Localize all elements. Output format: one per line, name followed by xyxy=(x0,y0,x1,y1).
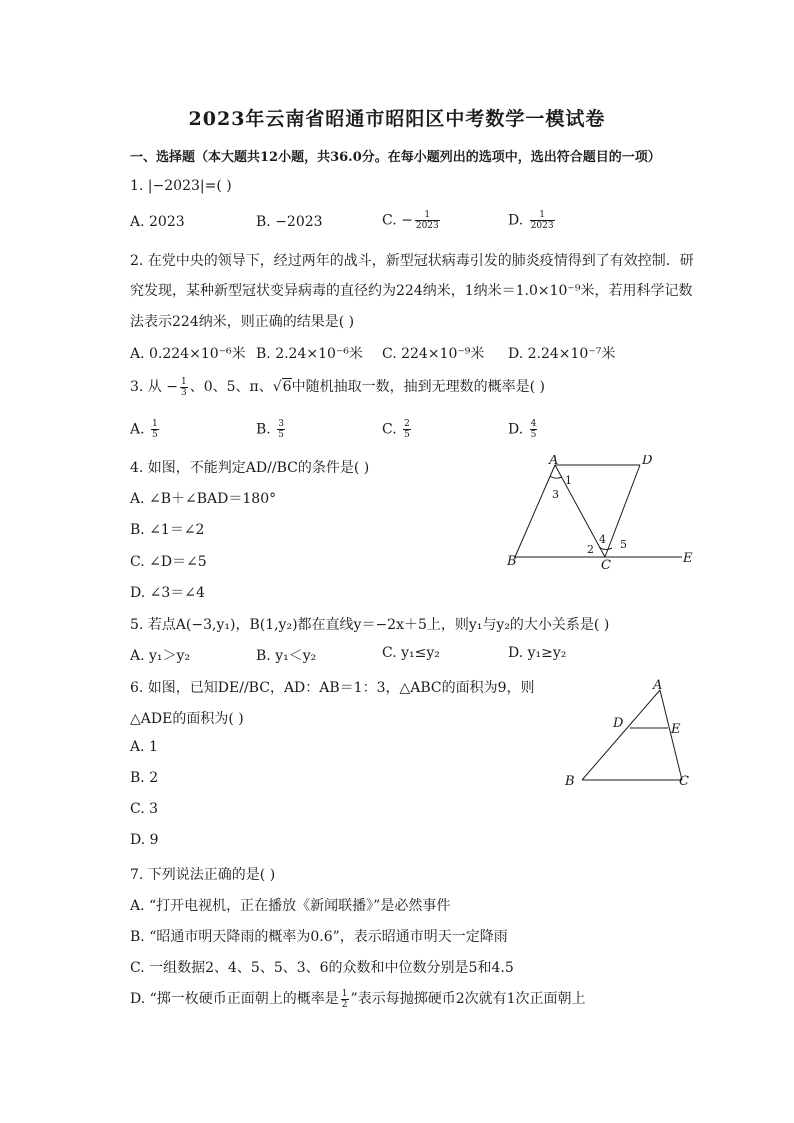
segment-ab xyxy=(515,465,555,557)
q1-option-c: C. − $\frac{1}{2023}$ xyxy=(382,210,439,231)
q3-option-d: D. $\frac{4}{5}$ xyxy=(508,419,537,440)
label-c: C xyxy=(601,558,611,573)
q3-option-c: C. $\frac{2}{5}$ xyxy=(382,419,410,440)
label-d: D xyxy=(642,455,653,468)
q7-option-b: B. “昭通市明天降雨的概率为0.6”，表示昭通市明天一定降雨 xyxy=(130,929,508,945)
q7-option-a: A. “打开电视机，正在播放《新闻联播》”是必然事件 xyxy=(130,898,451,914)
q6-line-2: △ADE的面积为( ) xyxy=(130,711,244,727)
q1-stem: 1. |−2023|=( ) xyxy=(130,178,232,194)
label-e: E xyxy=(683,551,693,566)
q2-option-c: C. 224×10⁻⁹米 xyxy=(382,346,485,362)
q4-stem: 4. 如图，不能判定AD//BC的条件是( ) xyxy=(130,460,370,476)
q6-figure xyxy=(560,676,700,792)
q7-stem: 7. 下列说法正确的是( ) xyxy=(130,867,276,883)
label-angle-3: 3 xyxy=(552,488,559,501)
q5-option-a: A. y₁＞y₂ xyxy=(130,648,191,664)
q2-line-2: 究发现，某种新型冠状变异病毒的直径约为224纳米，1纳米＝1.0×10⁻⁹米，若用科学记数 xyxy=(130,283,693,299)
q4-option-b: B. ∠1＝∠2 xyxy=(130,522,205,538)
q3-option-b: B. $\frac{3}{5}$ xyxy=(256,419,284,440)
label-a: A xyxy=(653,678,663,693)
q6-option-a: A. 1 xyxy=(130,739,158,755)
q7-option-d: D. “掷一枚硬币正面朝上的概率是 $\frac{1}{2}$ ”表示每抛掷硬币2次就有1次正面朝上 xyxy=(130,988,586,1010)
q1-option-d: D. $\frac{1}{2023}$ xyxy=(508,210,554,231)
q2-option-a: A. 0.224×10⁻⁶米 xyxy=(130,346,246,362)
q2-option-b: B. 2.24×10⁻⁶米 xyxy=(256,346,363,362)
section-heading: 一、选择题（本大题共12小题，共36.0分。在每小题列出的选项中，选出符合题目的一项） xyxy=(130,150,661,165)
q5-option-d: D. y₁≥y₂ xyxy=(508,645,567,661)
q6-option-c: C. 3 xyxy=(130,801,159,817)
label-angle-1: 1 xyxy=(565,474,572,487)
q4-option-d: D. ∠3＝∠4 xyxy=(130,585,205,601)
q3-stem: 3. 从 − $\frac{1}{3}$ 、0、5、π、√6中随机抽取一数，抽到无理数的概率是( ) xyxy=(130,376,545,398)
q4-option-c: C. ∠D＝∠5 xyxy=(130,554,207,570)
q2-line-3: 法表示224纳米，则正确的结果是( ) xyxy=(130,314,355,330)
label-angle-2: 2 xyxy=(587,543,594,556)
label-d: D xyxy=(613,716,624,731)
q4-option-a: A. ∠B＋∠BAD＝180° xyxy=(130,491,277,507)
q2-option-d: D. 2.24×10⁻⁷米 xyxy=(508,346,616,362)
q6-option-d: D. 9 xyxy=(130,832,159,848)
q5-option-b: B. y₁＜y₂ xyxy=(256,648,317,664)
label-e: E xyxy=(671,722,681,737)
label-a: A xyxy=(549,455,559,468)
label-b: B xyxy=(565,774,575,789)
segment-ac xyxy=(555,465,605,557)
q5-stem: 5. 若点A(−3,y₁)，B(1,y₂)都在直线y＝−2x＋5上，则y₁与y₂的大小关系是( ) xyxy=(130,617,610,633)
exam-title: 2023年云南省昭通市昭阳区中考数学一模试卷 xyxy=(188,108,606,130)
q1-option-b: B. −2023 xyxy=(256,214,323,230)
segment-ab xyxy=(582,690,660,780)
label-angle-4: 4 xyxy=(599,533,606,546)
q1-option-a: A. 2023 xyxy=(130,214,185,230)
q7-option-c: C. 一组数据2、4、5、5、3、6的众数和中位数分别是5和4.5 xyxy=(130,960,514,976)
q4-figure xyxy=(500,455,700,575)
label-c: C xyxy=(679,774,689,789)
label-b: B xyxy=(507,554,517,569)
label-angle-5: 5 xyxy=(620,538,627,551)
angle-arc-a xyxy=(550,476,562,478)
q3-option-a: A. $\frac{1}{5}$ xyxy=(130,419,158,440)
q6-line-1: 6. 如图，已知DE//BC，AD：AB＝1：3，△ABC的面积为9，则 xyxy=(130,680,535,696)
q5-option-c: C. y₁≤y₂ xyxy=(382,645,440,661)
q6-option-b: B. 2 xyxy=(130,770,159,786)
q2-line-1: 2. 在党中央的领导下，经过两年的战斗，新型冠状病毒引发的肺炎疫情得到了有效控制．研 xyxy=(130,253,694,269)
